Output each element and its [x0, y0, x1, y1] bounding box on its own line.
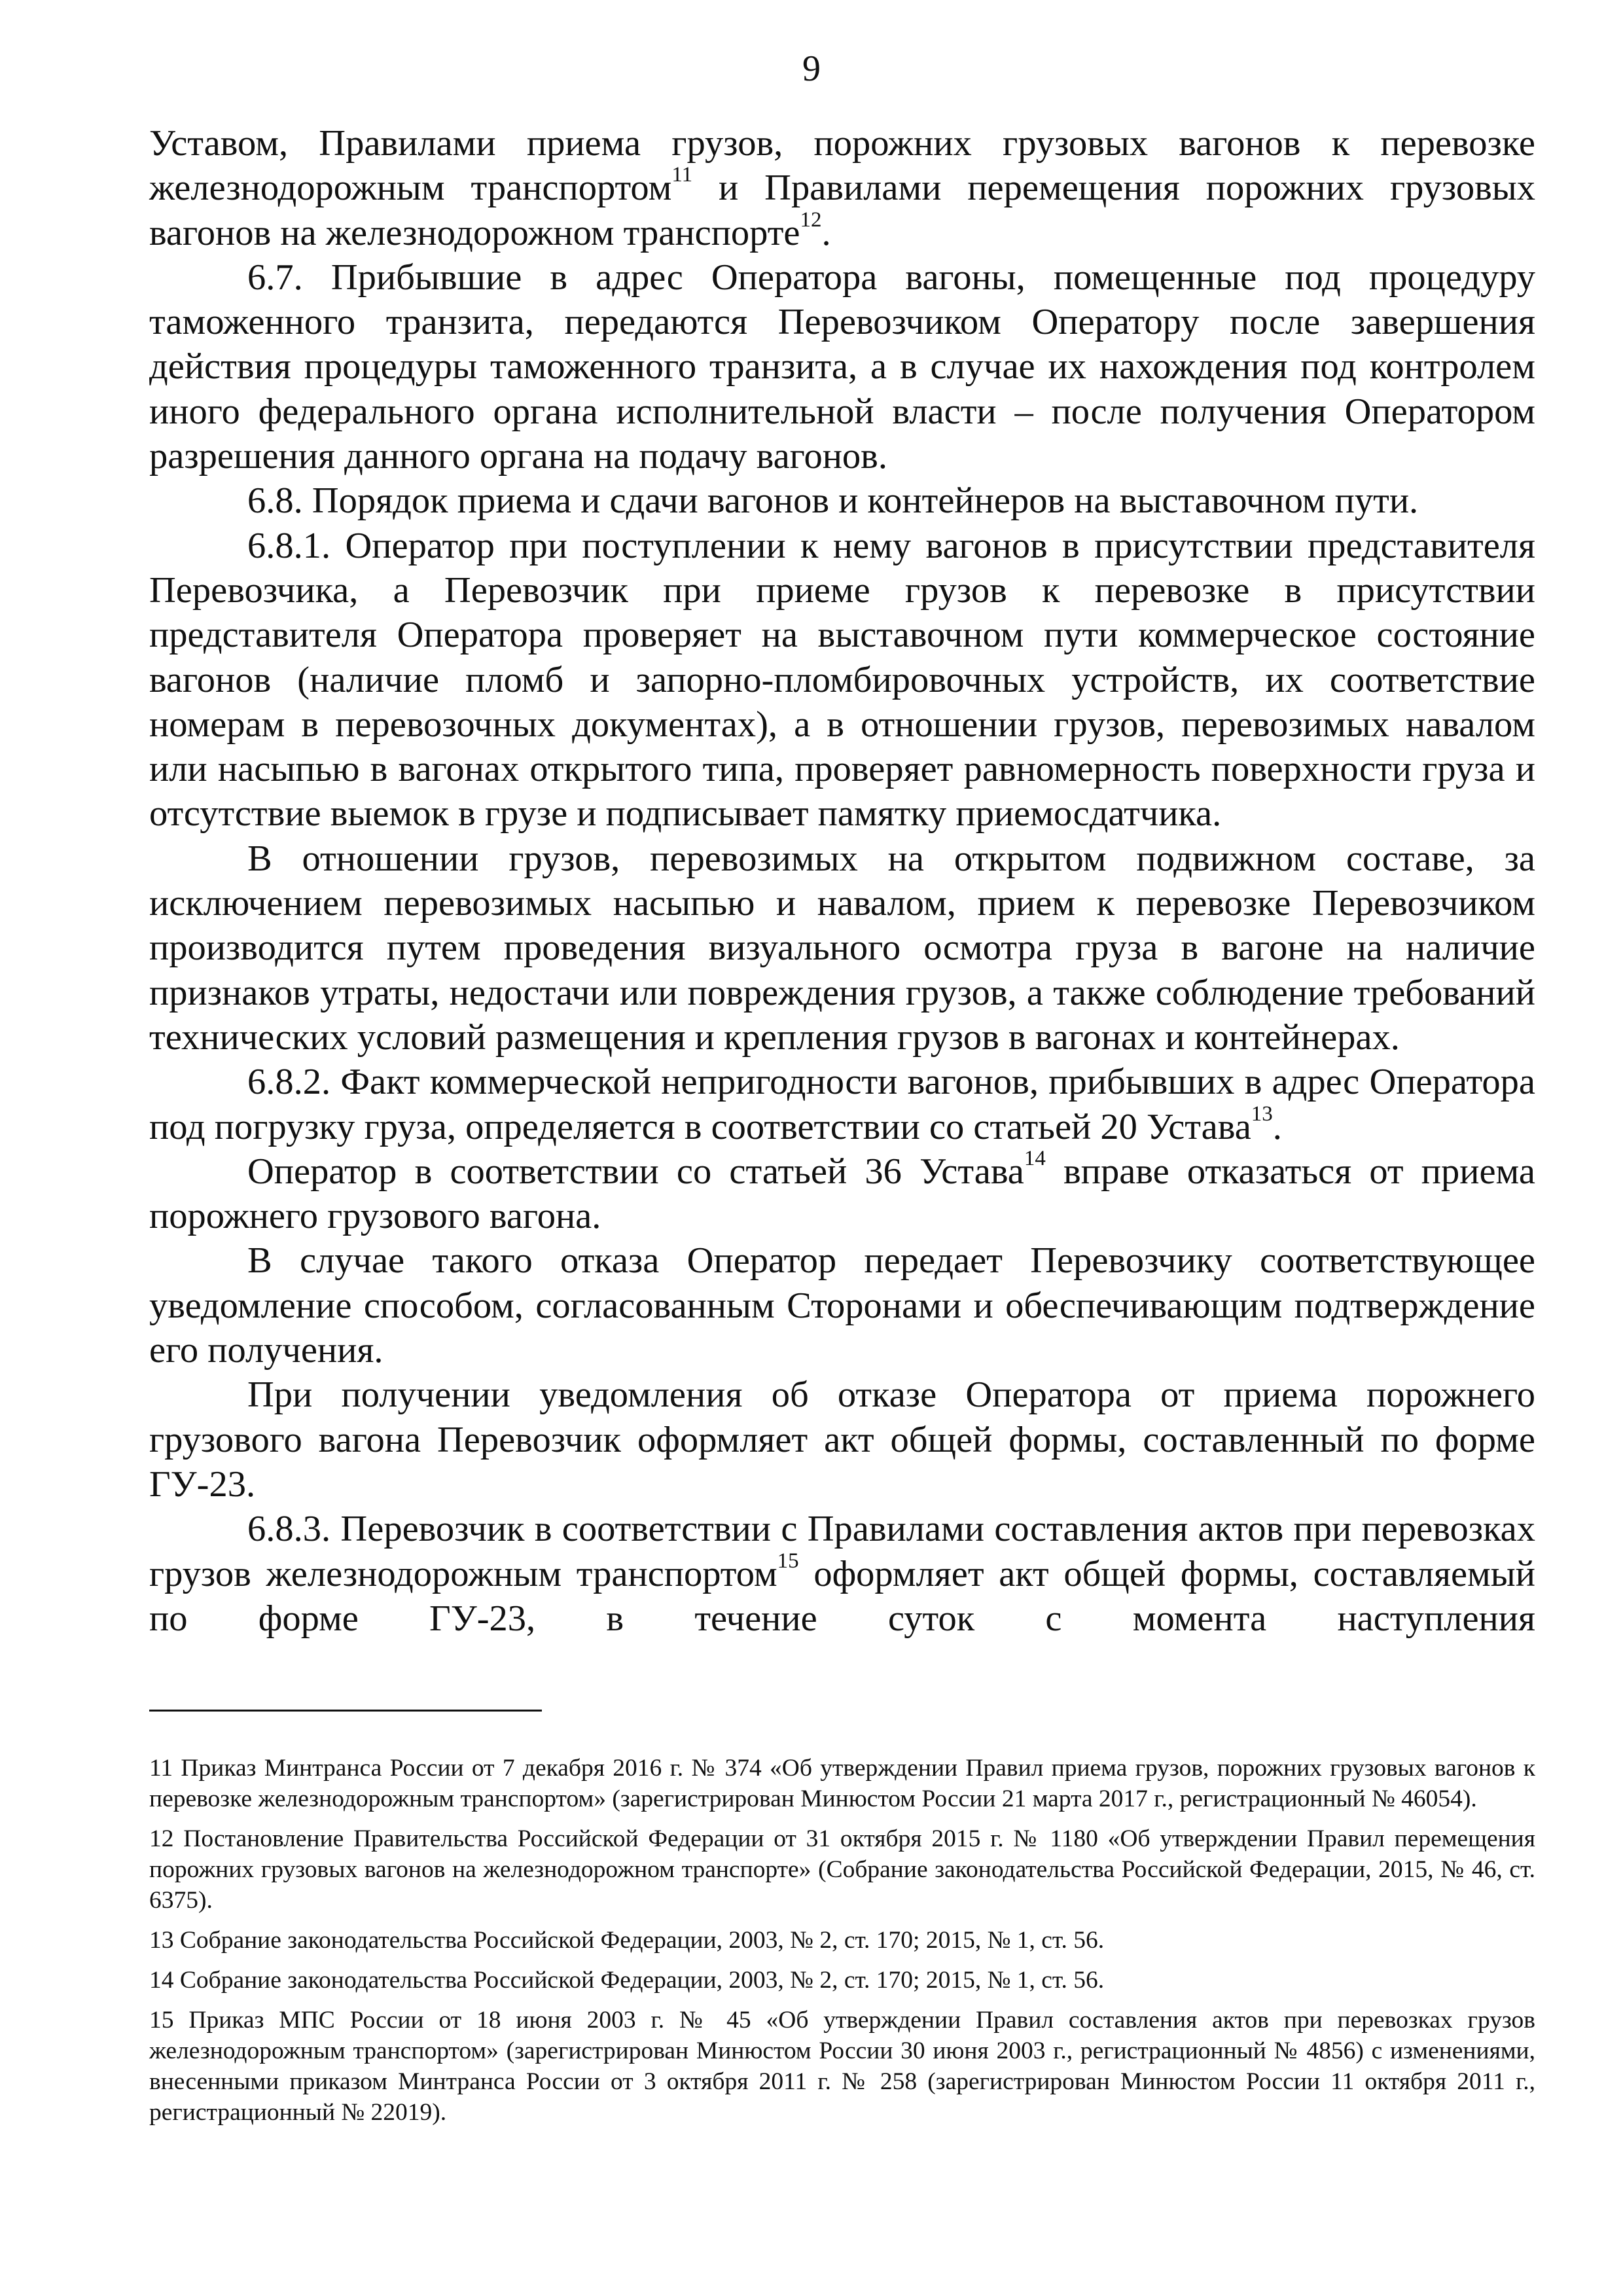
footnote-ref-15: 15	[777, 1549, 799, 1573]
footnote-separator	[149, 1710, 542, 1712]
paragraph-text: 6.8.2. Факт коммерческой непригодности вагонов, прибывших в адрес Оператора под погрузку груза, определяется в соответствии со статьей 20 Устава	[149, 1062, 1535, 1147]
paragraph-text: и Правилами перемещения порожних грузовых вагонов на железнодорожном транспорте	[149, 168, 1535, 253]
footnote-ref-11: 11	[671, 163, 693, 187]
footnote-12: 12 Постановление Правительства Российской Федерации от 31 октября 2015 г. № 1180 «Об утверждении Правил перемещения порожних грузовых вагонов на железнодорожном транспорте» (Собрание законодательства Российской Федерации, 2015, № 46, ст. 6375).	[149, 1825, 1535, 1914]
paragraph-refusal-act: При получении уведомления об отказе Оператора от приема порожнего грузового вагона Перевозчик оформляет акт общей формы, составленный по форме ГУ-23.	[149, 1374, 1535, 1505]
paragraph-text: Оператор в соответствии со статьей 36 Устава	[247, 1151, 1024, 1192]
footnote-13: 13 Собрание законодательства Российской Федерации, 2003, № 2, ст. 170; 2015, № 1, ст. 56.	[149, 1927, 1105, 1954]
paragraph-refusal-notice: В случае такого отказа Оператор передает Перевозчику соответствующее уведомление способом, согласованным Сторонами и обеспечивающим подтверждение его получения.	[149, 1240, 1535, 1371]
footnote-ref-12: 12	[800, 207, 822, 232]
footnote-ref-14: 14	[1024, 1146, 1046, 1170]
footnotes	[149, 1753, 1535, 2137]
footnote-ref-13: 13	[1251, 1102, 1273, 1126]
paragraph-refusal-right	[149, 1146, 1535, 1239]
paragraph-6-8-1: 6.8.1. Оператор при поступлении к нему вагонов в присутствии представителя Перевозчика, а Перевозчик при приеме грузов к перевозке в присутствии представителя Оператора проверяет на выставочном пути коммерческое состояние вагонов (наличие пломб и запорно-пломбировочных устройств, их соответствие номерам в перевозочных документах), а в отношении грузов, перевозимых навалом или насыпью в вагонах открытого типа, проверяет равномерность поверхности груза и отсутствие выемок в грузе и подписывает памятку приемосдатчика.	[149, 525, 1535, 834]
body-text	[149, 121, 1535, 1641]
paragraph-6-8: 6.8. Порядок приема и сдачи вагонов и контейнеров на выставочном пути.	[247, 480, 1419, 522]
footnote-15: 15 Приказ МПС России от 18 июня 2003 г. № 45 «Об утверждении Правил составления актов при перевозках грузов железнодорожным транспортом» (зарегистрирован Минюстом России 30 июня 2003 г., регистрационный № 4856) с изменениями, внесенными приказом Минтранса России от 3 октября 2011 г. № 258 (зарегистрирован Минюстом России 11 октября 2011 г., регистрационный № 22019).	[149, 2007, 1535, 2126]
paragraph-text: 6.8.3. Перевозчик в соответствии с Правилами составления актов при перевозках грузов железнодорожным транспортом	[149, 1509, 1535, 1594]
paragraph-open-rolling-stock: В отношении грузов, перевозимых на открытом подвижном составе, за исключением перевозимых насыпью и навалом, прием к перевозке Перевозчиком производится путем проведения визуального осмотра груза в вагоне на наличие признаков утраты, недостачи или повреждения грузов, а также соблюдение требований технических условий размещения и крепления грузов в вагонах и контейнерах.	[149, 838, 1535, 1058]
paragraph-6-8-3	[149, 1507, 1535, 1641]
paragraph-text: .	[821, 212, 831, 253]
footnote-14: 14 Собрание законодательства Российской Федерации, 2003, № 2, ст. 170; 2015, № 1, ст. 56.	[149, 1967, 1105, 1994]
paragraph-text: Уставом, Правилами приема грузов, порожних грузовых вагонов к перевозке железнодорожным транспортом	[149, 123, 1535, 209]
paragraph-text: вправе отказаться от приема порожнего грузового вагона.	[149, 1151, 1535, 1237]
paragraph-6-8-2	[149, 1060, 1535, 1149]
paragraph-6-7: 6.7. Прибывшие в адрес Оператора вагоны, помещенные под процедуру таможенного транзита, передаются Перевозчиком Оператору после завершения действия процедуры таможенного транзита, а в случае их нахождения под контролем иного федерального органа исполнительной власти – после получения Оператором разрешения данного органа на подачу вагонов.	[149, 257, 1535, 477]
paragraph-continuation	[149, 121, 1535, 255]
footnote-11: 11 Приказ Минтранса России от 7 декабря 2016 г. № 374 «Об утверждении Правил приема грузов, порожних грузовых вагонов к перевозке железнодорожным транспортом» (зарегистрирован Минюстом России 21 марта 2017 г., регистрационный № 46054).	[149, 1755, 1535, 1812]
page-number: 9	[802, 48, 821, 89]
paragraph-text: оформляет акт общей формы, составляемый по форме ГУ-23, в течение суток с момента наступления	[149, 1553, 1535, 1639]
paragraph-text: .	[1272, 1106, 1282, 1147]
